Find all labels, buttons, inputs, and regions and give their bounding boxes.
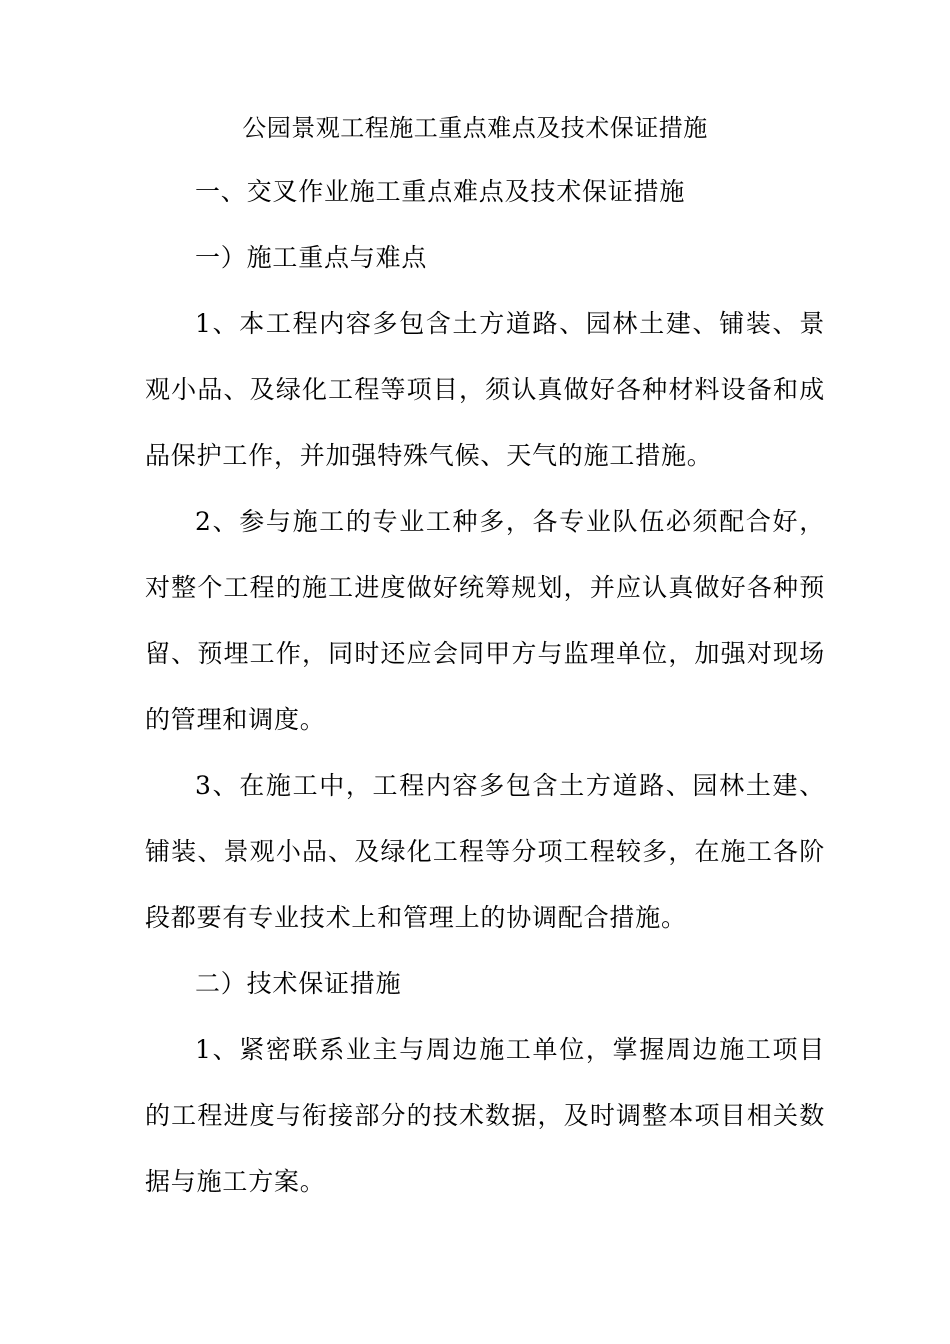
subsection-heading-1: 一）施工重点与难点 [195,243,428,272]
paragraph-1: 1、本工程内容多包含土方道路、园林土建、铺装、景观小品、及绿化工程等项目，须认真做好各种材料设备和成品保护工作，并加强特殊气候、天气的施工措施。 [145,309,825,470]
subsection-heading-2: 二）技术保证措施 [195,969,402,998]
paragraph-2: 2、参与施工的专业工种多，各专业队伍必须配合好，对整个工程的施工进度做好统筹规划，并应认真做好各种预留、预埋工作，同时还应会同甲方与监理单位，加强对现场的管理和调度。 [145,507,825,734]
section-heading-1: 一、交叉作业施工重点难点及技术保证措施 [195,177,686,206]
document-title: 公园景观工程施工重点难点及技术保证措施 [242,114,708,142]
paragraph-3: 3、在施工中，工程内容多包含土方道路、园林土建、铺装、景观小品、及绿化工程等分项工程较多，在施工各阶段都要有专业技术上和管理上的协调配合措施。 [145,771,825,932]
paragraph-4: 1、紧密联系业主与周边施工单位，掌握周边施工项目的工程进度与衔接部分的技术数据，及时调整本项目相关数据与施工方案。 [145,1035,825,1196]
